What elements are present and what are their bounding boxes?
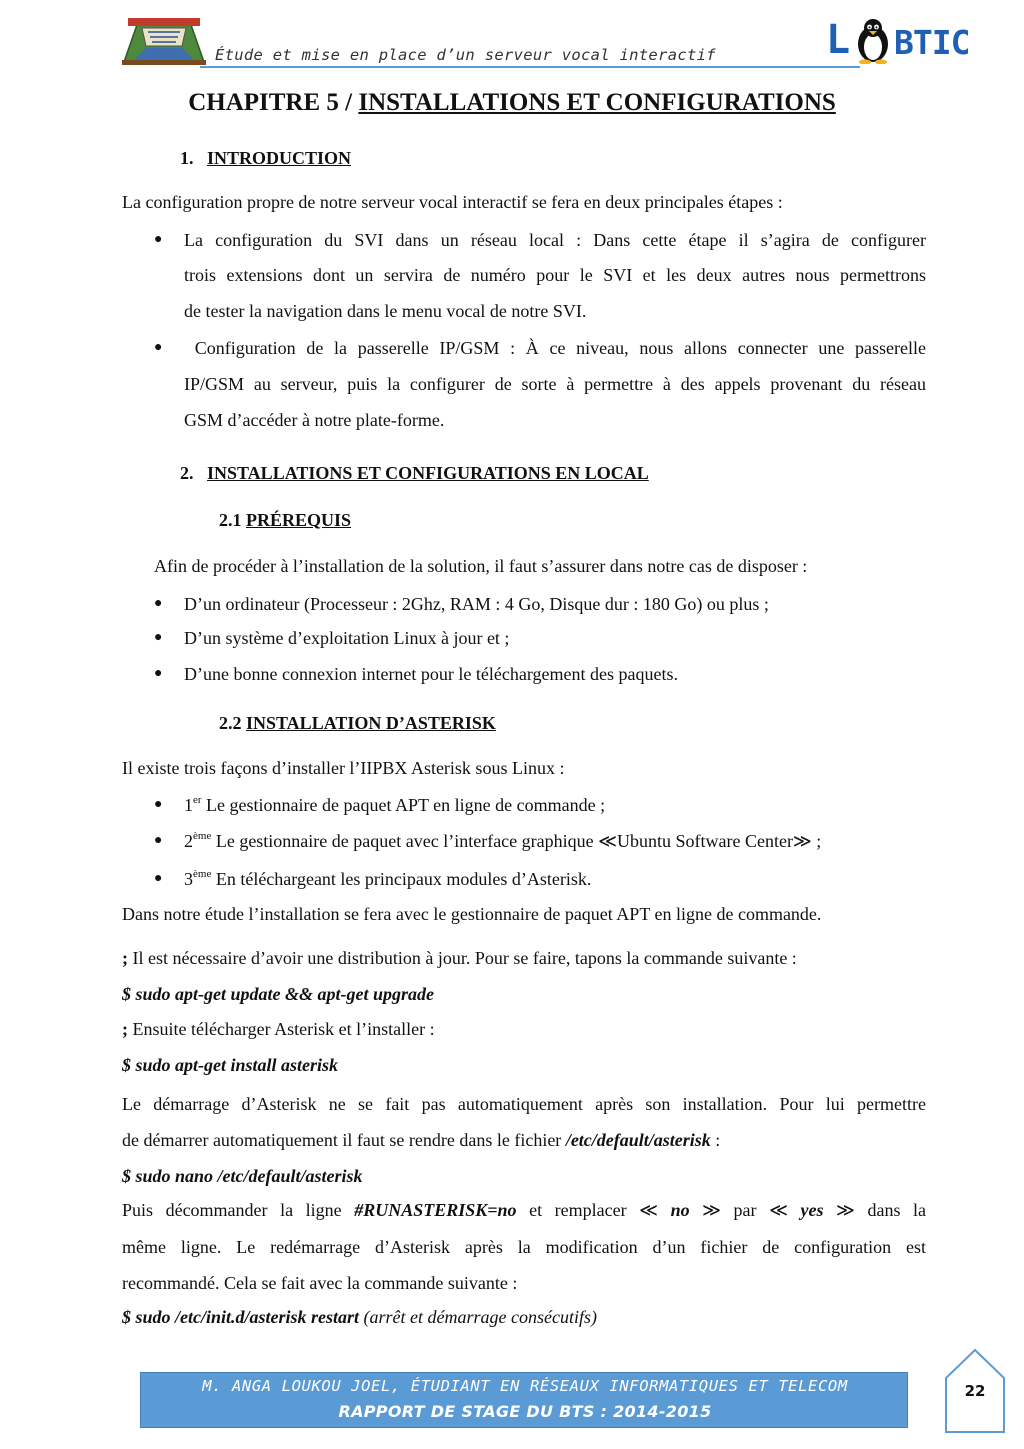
bullet-icon: ● bbox=[154, 666, 163, 681]
school-logo-icon bbox=[118, 16, 210, 66]
subsection-heading bbox=[219, 509, 351, 531]
header-title: Étude et mise en place d’un serveur vocal interactif bbox=[215, 46, 716, 64]
startup-line: Le démarrage d’Asterisk ne se fait pas automatiquement après son installation. Pour lui permettre bbox=[122, 1094, 926, 1114]
page-number: 22 bbox=[964, 1382, 986, 1400]
step-text: Ensuite télécharger Asterisk et l’installer : bbox=[128, 1019, 435, 1039]
list-item-line: trois extensions dont un servira de numéro pour le SVI et les deux autres nous permettrons bbox=[184, 265, 926, 285]
bullet-icon: ● bbox=[154, 630, 163, 645]
ordinal-suffix: ème bbox=[193, 830, 212, 842]
list-item-line: La configuration du SVI dans un réseau local : Dans cette étape il s’agira de configurer bbox=[184, 230, 926, 250]
subsection-title: PRÉREQUIS bbox=[246, 510, 352, 530]
subsection-title: INSTALLATION D’ASTERISK bbox=[246, 713, 496, 733]
install-intro: Il existe trois façons d’installer l’IIPBX Asterisk sous Linux : bbox=[122, 758, 565, 778]
intro-paragraph: La configuration propre de notre serveur vocal interactif se fera en deux principales étapes : bbox=[122, 192, 783, 212]
bullet-icon: ● bbox=[154, 232, 163, 247]
step-2 bbox=[122, 1018, 435, 1040]
list-item: D’une bonne connexion internet pour le téléchargement des paquets. bbox=[184, 664, 678, 684]
restart-line: même ligne. Le redémarrage d’Asterisk après la modification d’un fichier de configuration est bbox=[122, 1237, 926, 1257]
section-number: 1. bbox=[180, 148, 194, 168]
chapter-title bbox=[0, 88, 1024, 118]
uncomment-text: Puis décommander la ligne bbox=[122, 1200, 355, 1220]
list-item: D’un ordinateur (Processeur : 2Ghz, RAM : 4 Go, Disque dur : 180 Go) ou plus ; bbox=[184, 594, 769, 614]
startup-line bbox=[122, 1129, 720, 1151]
uncomment-text: ≫ dans la bbox=[823, 1200, 926, 1220]
list-item-text: En téléchargeant les principaux modules d’Asterisk. bbox=[211, 869, 592, 889]
command-install: $ sudo apt-get install asterisk bbox=[122, 1055, 339, 1075]
ordinal: 1 bbox=[184, 795, 193, 815]
uncomment-text: et remplacer ≪ bbox=[516, 1200, 671, 1220]
uncomment-text: ≫ par ≪ bbox=[689, 1200, 801, 1220]
uncomment-line bbox=[122, 1199, 926, 1221]
section-number: 2. bbox=[180, 463, 194, 483]
section-title: INTRODUCTION bbox=[207, 148, 352, 168]
prereq-intro: Afin de procéder à l’installation de la solution, il faut s’assurer dans notre cas de disposer : bbox=[154, 556, 808, 576]
subsection-heading bbox=[219, 712, 496, 734]
startup-text: de démarrer automatiquement il faut se rendre dans le fichier bbox=[122, 1130, 566, 1150]
footer-author: M. ANGA LOUKOU JOEL, ÉTUDIANT EN RÉSEAUX INFORMATIQUES ET TELECOM bbox=[202, 1377, 848, 1395]
list-item-line: IP/GSM au serveur, puis la configurer de sorte à permettre à des appels provenant du réseau bbox=[184, 374, 926, 394]
command-edit: $ sudo nano /etc/default/asterisk bbox=[122, 1166, 363, 1186]
list-item bbox=[184, 868, 591, 890]
command-restart bbox=[122, 1306, 597, 1328]
header-rule bbox=[200, 66, 860, 68]
list-item-line: Configuration de la passerelle IP/GSM : À ce niveau, nous allons connecter une passerelle bbox=[184, 338, 926, 358]
bullet-icon: ● bbox=[154, 871, 163, 886]
config-file-path: /etc/default/asterisk bbox=[565, 1130, 711, 1150]
subsection-number: 2.1 bbox=[219, 510, 246, 530]
logo-word: BTIC bbox=[894, 23, 970, 62]
list-item bbox=[184, 830, 821, 852]
ordinal: 2 bbox=[184, 831, 193, 851]
footer-report: RAPPORT DE STAGE DU BTS : 2014-2015 bbox=[338, 1402, 712, 1421]
startup-text: : bbox=[710, 1130, 721, 1150]
subsection-number: 2.2 bbox=[219, 713, 246, 733]
chapter-prefix: CHAPITRE 5 / bbox=[188, 89, 359, 116]
labtic-logo bbox=[826, 16, 982, 68]
list-item-text: Le gestionnaire de paquet APT en ligne de commande ; bbox=[201, 795, 606, 815]
ordinal-suffix: er bbox=[193, 794, 202, 806]
ordinal: 3 bbox=[184, 869, 193, 889]
logo-letter-l: L bbox=[826, 17, 851, 63]
config-flag: #RUNASTERISK=no bbox=[354, 1200, 517, 1220]
footer-banner bbox=[140, 1372, 908, 1428]
list-item-text: Le gestionnaire de paquet avec l’interface graphique ≪Ubuntu Software Center≫ ; bbox=[211, 831, 822, 851]
step-text: Il est nécessaire d’avoir une distribution à jour. Pour se faire, tapons la commande suivante : bbox=[128, 948, 797, 968]
value-yes: yes bbox=[800, 1200, 824, 1220]
penguin-icon bbox=[852, 16, 894, 64]
section-1-heading bbox=[180, 147, 351, 169]
step-1 bbox=[122, 947, 797, 969]
command-update: $ sudo apt-get update && apt-get upgrade bbox=[122, 984, 434, 1004]
bullet-icon: ● bbox=[154, 340, 163, 355]
section-title: INSTALLATIONS ET CONFIGURATIONS EN LOCAL bbox=[207, 463, 649, 483]
bullet-icon: ● bbox=[154, 833, 163, 848]
section-2-heading bbox=[180, 462, 649, 484]
command-note: (arrêt et démarrage consécutifs) bbox=[359, 1307, 597, 1327]
list-item: D’un système d’exploitation Linux à jour et ; bbox=[184, 628, 510, 648]
value-no: no bbox=[670, 1200, 690, 1220]
command-text: $ sudo /etc/init.d/asterisk restart bbox=[122, 1307, 360, 1327]
restart-line: recommandé. Cela se fait avec la commande suivante : bbox=[122, 1273, 518, 1293]
step-marker: ; bbox=[122, 948, 128, 968]
list-item bbox=[184, 794, 605, 816]
list-item-line: GSM d’accéder à notre plate-forme. bbox=[184, 410, 445, 430]
step-marker: ; bbox=[122, 1019, 128, 1039]
ordinal-suffix: ème bbox=[193, 868, 212, 880]
bullet-icon: ● bbox=[154, 797, 163, 812]
bullet-icon: ● bbox=[154, 596, 163, 611]
list-item-line: de tester la navigation dans le menu vocal de notre SVI. bbox=[184, 301, 587, 321]
install-choice: Dans notre étude l’installation se fera avec le gestionnaire de paquet APT en ligne de commande. bbox=[122, 904, 822, 924]
chapter-name: INSTALLATIONS ET CONFIGURATIONS bbox=[358, 89, 836, 116]
